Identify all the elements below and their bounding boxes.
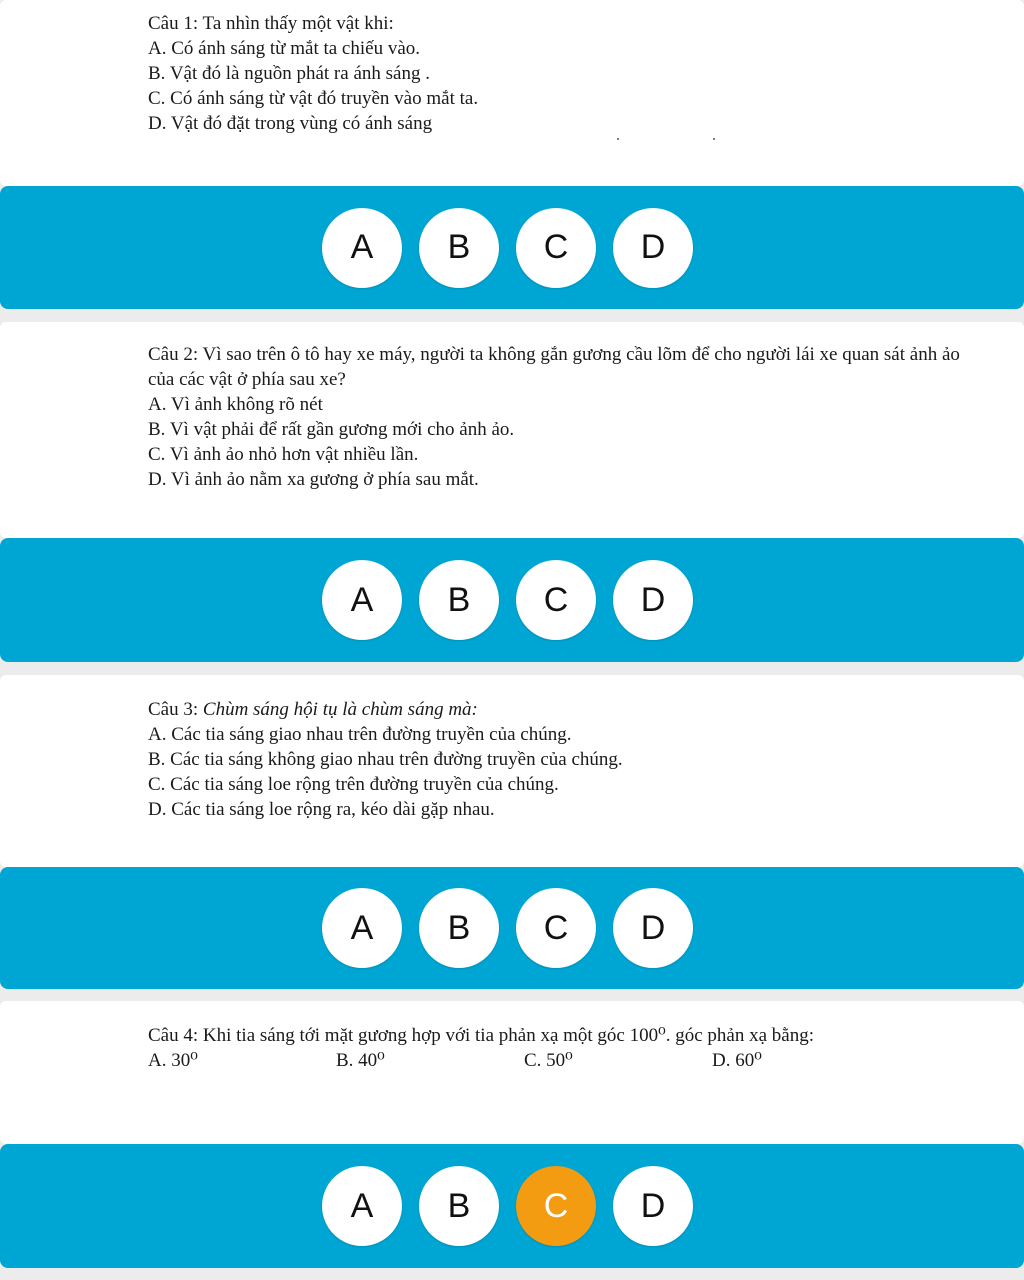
q1-answer-b-button[interactable]: B (419, 208, 499, 288)
question-card-2 (0, 322, 1024, 538)
question-1-option-c: C. Có ánh sáng từ vật đó truyền vào mắt ta. (148, 88, 479, 109)
question-3-label: Câu 3: (148, 699, 203, 720)
question-1-option-d: D. Vật đó đặt trong vùng có ánh sáng (148, 113, 433, 134)
q4-answer-c-button-selected[interactable]: C (516, 1166, 596, 1246)
question-2-option-d: D. Vì ảnh ảo nằm xa gương ở phía sau mắt. (148, 469, 479, 490)
question-1-option-a: A. Có ánh sáng từ mắt ta chiếu vào. (148, 38, 421, 59)
q4-answer-a-button[interactable]: A (322, 1166, 402, 1246)
decorative-dot (617, 138, 619, 140)
decorative-dot (713, 138, 715, 140)
question-4-option-c: C. 50⁰ (524, 1050, 573, 1071)
q4-answer-b-button[interactable]: B (419, 1166, 499, 1246)
q3-answer-b-button[interactable]: B (419, 888, 499, 968)
q1-answer-d-button[interactable]: D (613, 208, 693, 288)
question-3-stem-text: Chùm sáng hội tụ là chùm sáng mà: (202, 699, 478, 720)
q4-answer-d-button[interactable]: D (613, 1166, 693, 1246)
question-card-4 (0, 1001, 1024, 1144)
question-2-option-a: A. Vì ảnh không rõ nét (148, 394, 323, 415)
question-2-stem: Câu 2: Vì sao trên ô tô hay xe máy, người ta không gắn gương cầu lõm để cho người lái xe quan sát ảnh ảo của các vật ở phía sau xe? (148, 344, 960, 390)
q1-answer-c-button[interactable]: C (516, 208, 596, 288)
answer-band-1 (0, 186, 1024, 309)
q2-answer-d-button[interactable]: D (613, 560, 693, 640)
question-card-3 (0, 675, 1024, 867)
answer-band-4 (0, 1144, 1024, 1268)
question-3-option-c: C. Các tia sáng loe rộng trên đường truyền của chúng. (148, 774, 559, 795)
question-3-stem (148, 697, 964, 722)
question-3-option-d: D. Các tia sáng loe rộng ra, kéo dài gặp nhau. (148, 799, 495, 820)
question-4-option-a: A. 30⁰ (148, 1050, 198, 1071)
question-1-option-b: B. Vật đó là nguồn phát ra ánh sáng . (148, 63, 430, 84)
q2-answer-a-button[interactable]: A (322, 560, 402, 640)
question-card-1 (0, 0, 1024, 186)
answer-band-2 (0, 538, 1024, 662)
question-1-stem: Câu 1: Ta nhìn thấy một vật khi: (148, 13, 394, 34)
question-2-option-c: C. Vì ảnh ảo nhỏ hơn vật nhiều lần. (148, 444, 419, 465)
q1-answer-a-button[interactable]: A (322, 208, 402, 288)
answer-band-3 (0, 867, 1024, 989)
question-4-option-b: B. 40⁰ (336, 1050, 385, 1071)
question-4-option-d: D. 60⁰ (712, 1050, 762, 1071)
q3-answer-c-button[interactable]: C (516, 888, 596, 968)
question-4-options (148, 1048, 964, 1073)
question-2-option-b: B. Vì vật phải để rất gần gương mới cho ảnh ảo. (148, 419, 515, 440)
question-4-stem: Câu 4: Khi tia sáng tới mặt gương hợp với tia phản xạ một góc 100⁰. góc phản xạ bằng: (148, 1025, 814, 1046)
q3-answer-d-button[interactable]: D (613, 888, 693, 968)
q2-answer-b-button[interactable]: B (419, 560, 499, 640)
question-3-option-b: B. Các tia sáng không giao nhau trên đường truyền của chúng. (148, 749, 623, 770)
q3-answer-a-button[interactable]: A (322, 888, 402, 968)
q2-answer-c-button[interactable]: C (516, 560, 596, 640)
question-3-option-a: A. Các tia sáng giao nhau trên đường truyền của chúng. (148, 724, 572, 745)
